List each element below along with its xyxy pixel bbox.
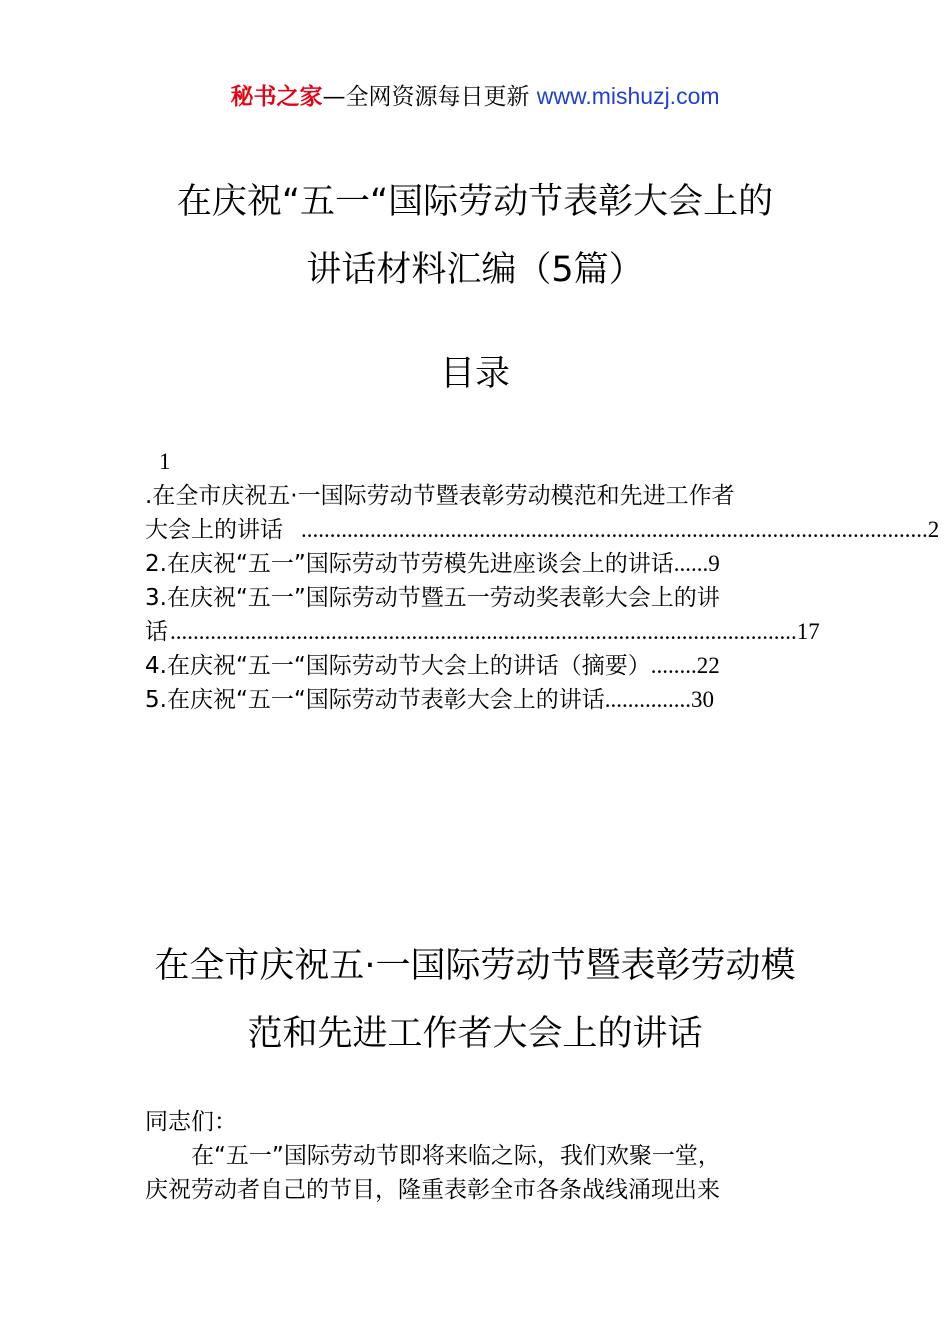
toc-item-1-page: 2 xyxy=(927,517,940,542)
toc-item-3-dots: ............................................................................................................. xyxy=(170,619,797,644)
toc-item-1-leader xyxy=(301,513,940,547)
toc-item-3-leader xyxy=(170,615,820,649)
toc-item-3-page: 17 xyxy=(796,619,820,644)
toc-item-1-dots: ............................................................................................................. xyxy=(301,517,928,542)
document-title-line2: 讲话材料汇编（5篇） xyxy=(306,250,644,290)
toc-item-3-line2[interactable] xyxy=(145,615,820,649)
paragraph-line2: 庆祝劳动者自己的节目，隆重表彰全市各条战线涌现出来 xyxy=(145,1177,720,1203)
toc-item-5-page: 30 xyxy=(691,687,715,712)
toc-item-3-line1[interactable]: 3.在庆祝“五一”国际劳动节暨五一劳动奖表彰大会上的讲 xyxy=(145,585,720,611)
toc-item-5[interactable] xyxy=(145,683,807,717)
paragraph-line1: 在“五一”国际劳动节即将来临之际，我们欢聚一堂， xyxy=(145,1143,721,1169)
toc-item-5-dots: ............... xyxy=(604,687,692,712)
brand-name: 秘书之家 xyxy=(230,84,323,110)
table-of-contents xyxy=(145,445,940,725)
salutation: 同志们： xyxy=(145,1109,237,1135)
site-url-link[interactable]: www.mishuzj.com xyxy=(536,83,720,109)
toc-stray-number: 1 xyxy=(159,449,171,474)
site-header xyxy=(0,80,950,113)
toc-item-2-title: 2.在庆祝“五一”国际劳动节劳模先进座谈会上的讲话 xyxy=(145,551,674,577)
toc-item-1-line1[interactable]: .在全市庆祝五·一国际劳动节暨表彰劳动模范和先进工作者 xyxy=(145,483,735,509)
header-tagline: —全网资源每日更新 xyxy=(322,84,537,110)
toc-item-2-page: 9 xyxy=(708,551,720,576)
toc-item-4[interactable] xyxy=(145,649,807,683)
toc-item-5-title: 5.在庆祝“五一“国际劳动节表彰大会上的讲话 xyxy=(145,687,605,713)
toc-item-4-title: 4.在庆祝“五一“国际劳动节大会上的讲话（摘要） xyxy=(145,653,651,679)
toc-item-2[interactable] xyxy=(145,547,807,581)
toc-item-3-title: 话 xyxy=(145,619,168,645)
toc-item-1-title: 大会上的讲话 xyxy=(145,517,283,543)
section-title-line2: 范和先进工作者大会上的讲话 xyxy=(247,1014,703,1054)
document-title-line1: 在庆祝“五一“国际劳动节表彰大会上的 xyxy=(176,182,774,222)
toc-heading: 目录 xyxy=(439,354,510,394)
toc-item-4-page: 22 xyxy=(696,653,720,678)
toc-item-1-line2[interactable] xyxy=(145,513,940,547)
toc-item-2-dots: ...... xyxy=(673,551,709,576)
toc-item-4-dots: ........ xyxy=(650,653,697,678)
section-title-line1: 在全市庆祝五·一国际劳动节暨表彰劳动模 xyxy=(154,946,796,986)
